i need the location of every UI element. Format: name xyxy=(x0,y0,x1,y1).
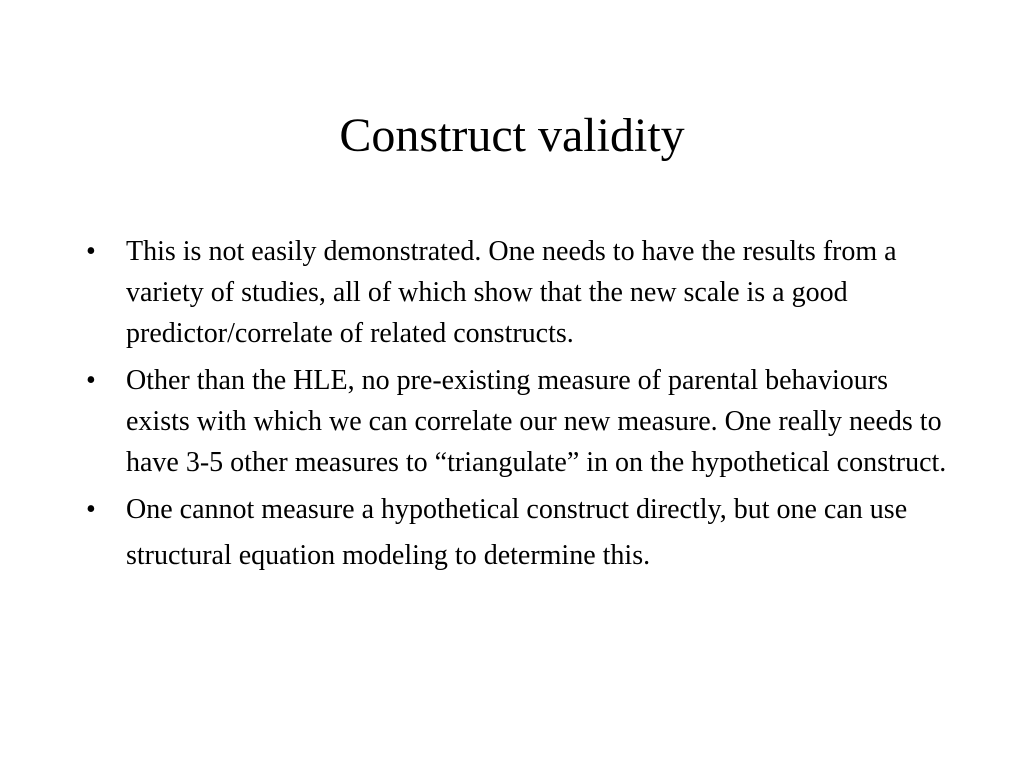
bullet-list xyxy=(84,231,954,585)
bullet-text: Other than the HLE, no pre-existing measure of parental behaviours exists with which we can correlate our new measure. One really needs to have 3-5 other measures to “triangulate” in on the hypothetical construct. xyxy=(126,365,947,478)
bullet-icon: • xyxy=(86,494,96,525)
bullet-item xyxy=(84,360,954,483)
bullet-item xyxy=(84,231,954,354)
bullet-icon: • xyxy=(86,236,96,267)
bullet-item xyxy=(84,487,954,579)
bullet-text: This is not easily demonstrated. One needs to have the results from a variety of studies, all of which show that the new scale is a good predictor/correlate of related constructs. xyxy=(126,236,897,349)
bullet-text: One cannot measure a hypothetical construct directly, but one can use structural equation modeling to determine this. xyxy=(126,494,908,571)
bullet-icon: • xyxy=(86,365,96,396)
slide-title: Construct validity xyxy=(339,109,685,162)
